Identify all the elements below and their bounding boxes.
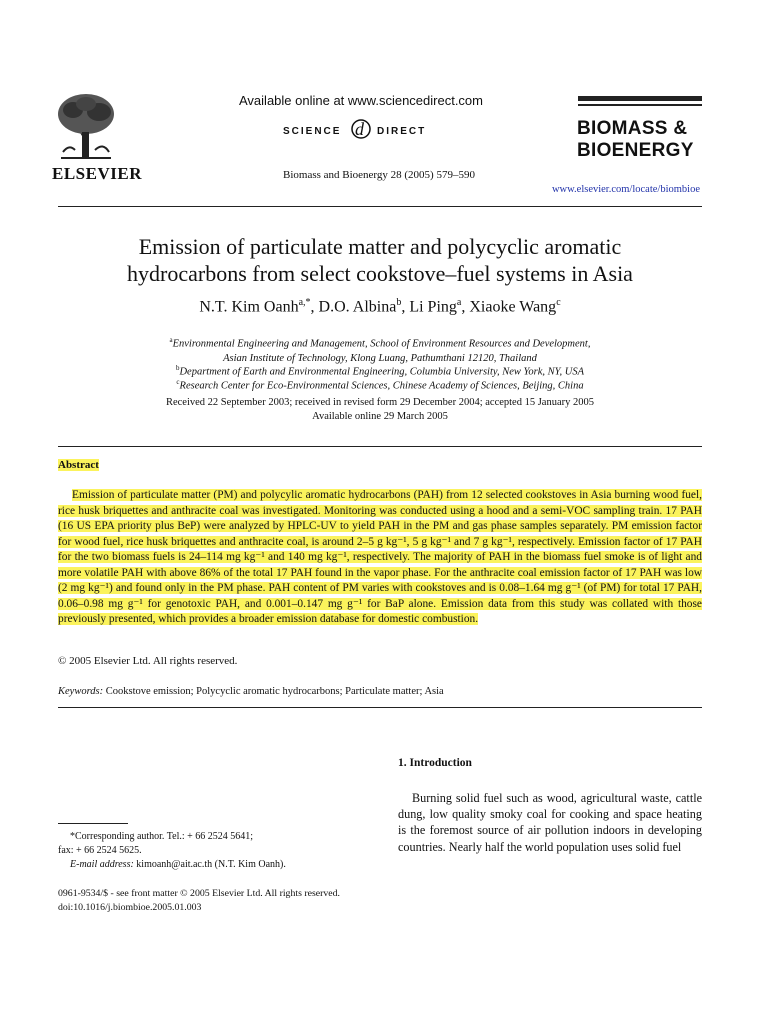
- abstract-text: Emission of particulate matter (PM) and polycylic aromatic hydrocarbons (PAH) from 12 selected cookstoves in Asia burning wood fuel, rice husk briquettes and anthracite coal was investigated. Monitoring was conducted using a hood and a semi-VOC sampling train. 17 PAH (16 US EPA priority plus BeP) were analyzed by HPLC-UV to yield PAH in the PM and gas phase samples separately. PM emission factor for wood fuel, rice husk briquettes and anthracite coal, is around 2–5 g kg⁻¹, 5 g kg⁻¹ and 7 g kg⁻¹, respectively. Emission factor of 17 PAH for the two biomass fuels is 24–114 mg kg⁻¹ and 140 mg kg⁻¹, respectively. The majority of PAH in the biomass fuel smoke is of light and more volatile PAH with above 86% of the total 17 PAH found in the vapor phase. For the anthracite coal emission factor of 17 PAH was low (2 mg kg⁻¹) and found only in the PM phase. PAH content of PM varies with cookstoves and is 0.08–1.64 mg g⁻¹ (of PM) for total 17 PAH, 0.06–0.98 mg g⁻¹ for genotoxic PAH, and 0.001–0.147 mg g⁻¹ for BaP alone. Emission data from this study was collated with those previously presented, which provides a broader emission database for domestic combustion.: [58, 489, 702, 625]
- author-sup: a: [456, 297, 462, 308]
- keywords-text: Cookstove emission; Polycyclic aromatic hydrocarbons; Particulate matter; Asia: [105, 686, 444, 697]
- author-sup: a,*: [298, 297, 311, 308]
- journal-bar-thin: [578, 104, 702, 106]
- journal-reference: Biomass and Bioenergy 28 (2005) 579–590: [283, 169, 475, 181]
- intro-paragraph: Burning solid fuel such as wood, agricultural waste, cattle dung, low quality smoky coal for cooking and space heating is the foremost source of air pollution indoors in developing countries. Nearly half the world population uses solid fuel: [398, 791, 702, 854]
- article-dates: [58, 396, 702, 424]
- keywords: [58, 686, 444, 697]
- abstract-body: [58, 488, 702, 628]
- available-online-text[interactable]: Available online at www.sciencedirect.com: [239, 93, 483, 108]
- sciencedirect-logo-icon: [283, 117, 463, 141]
- publication-info: [58, 887, 340, 914]
- author-list: N.T. Kim Oanh$^{a,*}$, D.O. Albina$^b$, Li Ping$^a$, Xiaoke Wang$^c$: [199, 297, 561, 316]
- author-sup: b: [396, 297, 402, 308]
- affil-line: Research Center for Eco-Environmental Sciences, Chinese Academy of Sciences, Beijing, China: [179, 380, 584, 392]
- footnote-line1: *Corresponding author. Tel.: + 66 2524 5641;: [70, 831, 254, 842]
- publisher-name: ELSEVIER: [52, 164, 142, 183]
- journal-bar: [578, 96, 702, 101]
- keywords-divider: [58, 707, 702, 708]
- article-title: [58, 233, 702, 287]
- title-line2: hydrocarbons from select cookstove–fuel systems in Asia: [127, 261, 633, 286]
- author-name[interactable]: Li Ping: [409, 298, 457, 316]
- affiliation-c: [58, 375, 702, 394]
- abstract-divider: [58, 446, 702, 447]
- author-name[interactable]: Xiaoke Wang: [469, 298, 557, 316]
- affil-line: Asian Institute of Technology, Klong Luang, Pathumthani 12120, Thailand: [223, 352, 537, 364]
- author-name[interactable]: N.T. Kim Oanh: [199, 298, 299, 316]
- affil-sup: c: [176, 378, 180, 386]
- journal-url-link[interactable]: www.elsevier.com/locate/biombioe: [551, 184, 700, 195]
- keywords-label: Keywords:: [58, 686, 104, 697]
- journal-title-line2: BIOENERGY: [577, 140, 694, 161]
- affil-line: Department of Earth and Environmental Engineering, Columbia University, New York, NY, USA: [179, 366, 585, 378]
- header-divider: [58, 206, 702, 207]
- affil-sup: b: [175, 364, 180, 372]
- author-name[interactable]: D.O. Albina: [318, 298, 397, 316]
- doi-line[interactable]: doi:10.1016/j.biombioe.2005.01.003: [58, 901, 202, 913]
- email-value[interactable]: kimoanh@ait.ac.th (N.T. Kim Oanh).: [136, 859, 286, 870]
- title-line1: Emission of particulate matter and polycyclic aromatic: [138, 234, 622, 259]
- affil-sup: a: [169, 336, 173, 344]
- journal-title-line1: BIOMASS &: [577, 118, 688, 139]
- affil-line: Environmental Engineering and Management, School of Environment Resources and Development,: [172, 338, 591, 350]
- author-sup: c: [556, 297, 561, 308]
- sd-left-text: SCIENCE: [283, 126, 342, 137]
- email-label: E-mail address:: [70, 859, 134, 870]
- introduction-body: [398, 790, 702, 855]
- corresponding-author-footnote: [58, 830, 378, 872]
- copyright-notice: © 2005 Elsevier Ltd. All rights reserved.: [58, 655, 238, 667]
- sd-right-text: DIRECT: [377, 126, 427, 137]
- svg-text:d: d: [355, 119, 364, 139]
- dates-line2: Available online 29 March 2005: [312, 411, 448, 422]
- journal-title: [577, 118, 694, 162]
- footnote-line2: fax: + 66 2524 5625.: [58, 845, 142, 856]
- section-heading-introduction: 1. Introduction: [398, 757, 472, 769]
- footnote-divider: [58, 823, 128, 824]
- issn-line: 0961-9534/$ - see front matter © 2005 Elsevier Ltd. All rights reserved.: [58, 888, 340, 899]
- dates-line1: Received 22 September 2003; received in revised form 29 December 2004; accepted 15 January 2005: [165, 397, 594, 408]
- abstract-heading: Abstract: [58, 459, 99, 471]
